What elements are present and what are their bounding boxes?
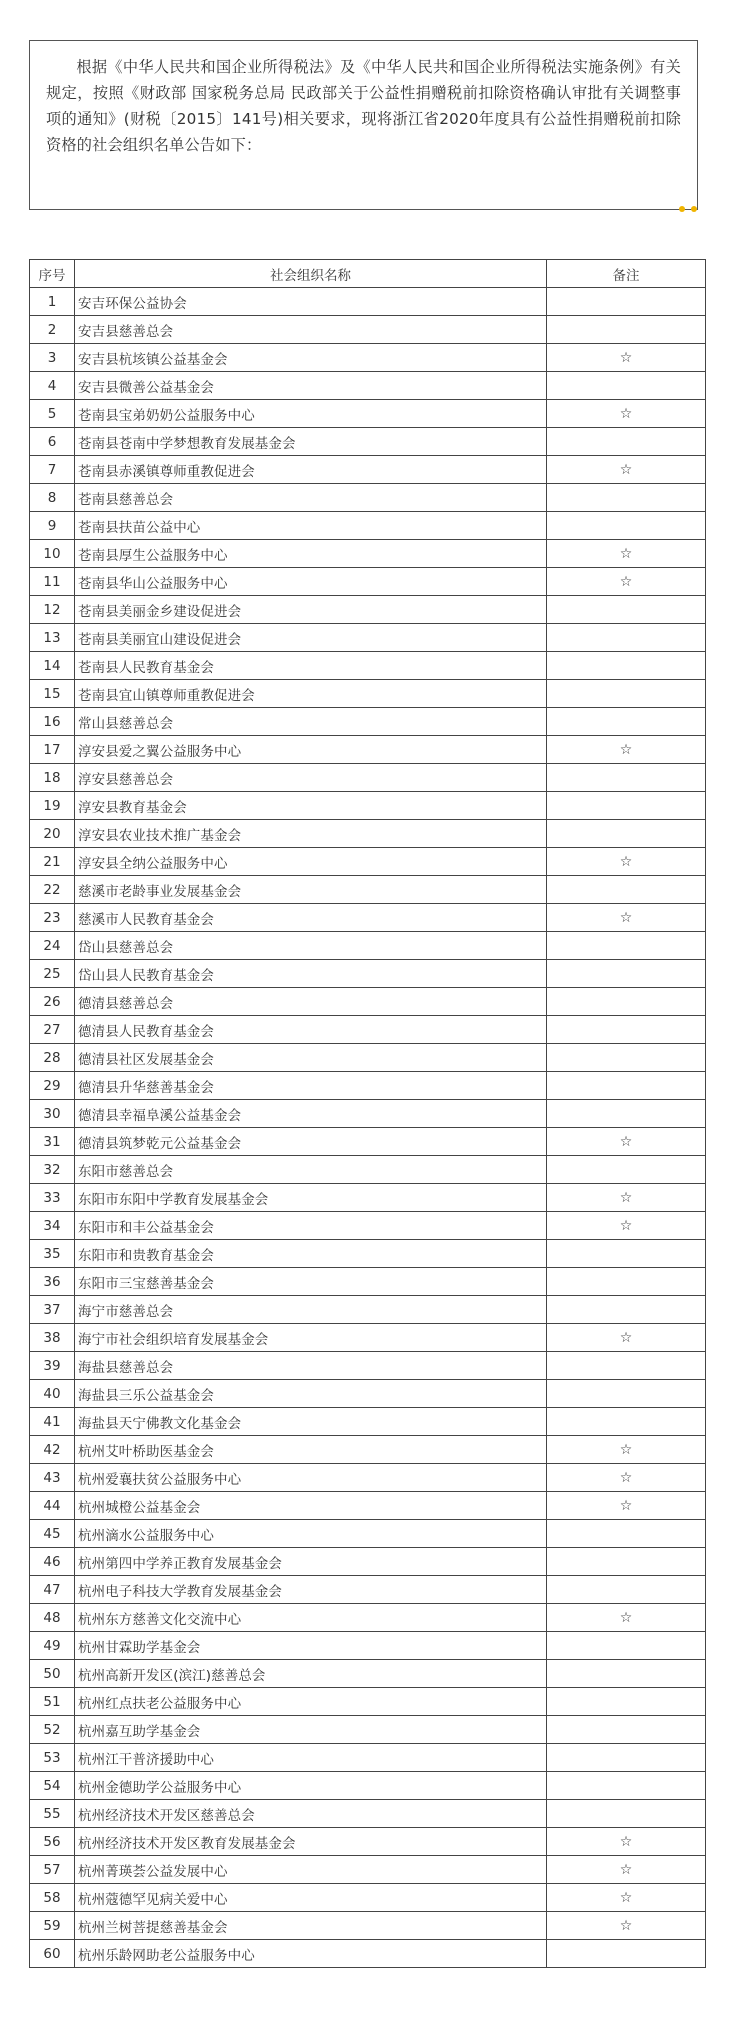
organization-name: 海宁市社会组织培育发展基金会 xyxy=(75,1324,547,1352)
row-note: ☆ xyxy=(547,904,706,932)
table-row xyxy=(30,876,706,904)
organization-name: 杭州滴水公益服务中心 xyxy=(75,1520,547,1548)
organization-name: 慈溪市老龄事业发展基金会 xyxy=(75,876,547,904)
row-note: ☆ xyxy=(547,400,706,428)
organization-name: 淳安县慈善总会 xyxy=(75,764,547,792)
row-number: 4 xyxy=(30,372,75,400)
row-note xyxy=(547,876,706,904)
organization-name: 苍南县赤溪镇尊师重教促进会 xyxy=(75,456,547,484)
table-row xyxy=(30,652,706,680)
row-number: 59 xyxy=(30,1912,75,1940)
organization-name: 苍南县扶苗公益中心 xyxy=(75,512,547,540)
organization-name: 苍南县宜山镇尊师重教促进会 xyxy=(75,680,547,708)
organization-name: 海宁市慈善总会 xyxy=(75,1296,547,1324)
row-note: ☆ xyxy=(547,1884,706,1912)
table-row xyxy=(30,820,706,848)
table-row xyxy=(30,848,706,876)
organization-name: 淳安县农业技术推广基金会 xyxy=(75,820,547,848)
table-row xyxy=(30,1828,706,1856)
organization-name: 杭州爱襄扶贫公益服务中心 xyxy=(75,1464,547,1492)
header-no: 序号 xyxy=(30,260,75,288)
table-row xyxy=(30,1212,706,1240)
organization-name: 苍南县宝弟奶奶公益服务中心 xyxy=(75,400,547,428)
table-row xyxy=(30,1520,706,1548)
row-note xyxy=(547,960,706,988)
row-number: 42 xyxy=(30,1436,75,1464)
row-note xyxy=(547,1576,706,1604)
row-note xyxy=(547,1408,706,1436)
organization-name: 安吉县微善公益基金会 xyxy=(75,372,547,400)
table-row xyxy=(30,1716,706,1744)
table-row xyxy=(30,1296,706,1324)
row-number: 21 xyxy=(30,848,75,876)
row-note xyxy=(547,624,706,652)
row-number: 25 xyxy=(30,960,75,988)
organization-name: 杭州蔻德罕见病关爱中心 xyxy=(75,1884,547,1912)
organization-name: 苍南县美丽金乡建设促进会 xyxy=(75,596,547,624)
row-note: ☆ xyxy=(547,1856,706,1884)
row-note xyxy=(547,1016,706,1044)
row-note xyxy=(547,1716,706,1744)
row-note xyxy=(547,1744,706,1772)
organization-name: 岱山县慈善总会 xyxy=(75,932,547,960)
organization-name: 苍南县厚生公益服务中心 xyxy=(75,540,547,568)
row-note xyxy=(547,512,706,540)
row-number: 26 xyxy=(30,988,75,1016)
row-note: ☆ xyxy=(547,540,706,568)
row-note: ☆ xyxy=(547,1324,706,1352)
row-note xyxy=(547,288,706,316)
table-row xyxy=(30,456,706,484)
row-note: ☆ xyxy=(547,1464,706,1492)
table-row xyxy=(30,1632,706,1660)
intro-text: 根据《中华人民共和国企业所得税法》及《中华人民共和国企业所得税法实施条例》有关规定，按照《财政部 国家税务总局 民政部关于公益性捐赠税前扣除资格确认审批有关调整事项的通知》(财税〔2015〕141号)相关要求，现将浙江省2020年度具有公益性捐赠税前扣除资格的社会组织名单公告如下： xyxy=(46,58,681,154)
row-number: 37 xyxy=(30,1296,75,1324)
organization-name: 杭州第四中学养正教育发展基金会 xyxy=(75,1548,547,1576)
organization-name: 东阳市东阳中学教育发展基金会 xyxy=(75,1184,547,1212)
table-row xyxy=(30,1436,706,1464)
table-row xyxy=(30,1940,706,1968)
row-number: 53 xyxy=(30,1744,75,1772)
table-row xyxy=(30,1884,706,1912)
row-note: ☆ xyxy=(547,1604,706,1632)
row-note: ☆ xyxy=(547,1212,706,1240)
row-note: ☆ xyxy=(547,1912,706,1940)
row-number: 33 xyxy=(30,1184,75,1212)
organization-name: 杭州艾叶桥助医基金会 xyxy=(75,1436,547,1464)
table-row xyxy=(30,1688,706,1716)
row-note: ☆ xyxy=(547,848,706,876)
row-note xyxy=(547,680,706,708)
row-number: 57 xyxy=(30,1856,75,1884)
row-note xyxy=(547,372,706,400)
row-note xyxy=(547,652,706,680)
organization-name: 杭州高新开发区(滨江)慈善总会 xyxy=(75,1660,547,1688)
table-row xyxy=(30,540,706,568)
table-row xyxy=(30,1016,706,1044)
row-number: 46 xyxy=(30,1548,75,1576)
row-number: 31 xyxy=(30,1128,75,1156)
row-number: 41 xyxy=(30,1408,75,1436)
table-row xyxy=(30,1072,706,1100)
organization-name: 苍南县人民教育基金会 xyxy=(75,652,547,680)
organization-name: 苍南县苍南中学梦想教育发展基金会 xyxy=(75,428,547,456)
table-row xyxy=(30,1240,706,1268)
decorative-dots xyxy=(679,206,703,214)
table-row xyxy=(30,1464,706,1492)
row-note xyxy=(547,708,706,736)
row-note xyxy=(547,820,706,848)
organization-name: 杭州金德助学公益服务中心 xyxy=(75,1772,547,1800)
row-number: 54 xyxy=(30,1772,75,1800)
table-row xyxy=(30,1128,706,1156)
organization-name: 苍南县华山公益服务中心 xyxy=(75,568,547,596)
table-row xyxy=(30,1856,706,1884)
table-row xyxy=(30,1100,706,1128)
row-number: 45 xyxy=(30,1520,75,1548)
table-row xyxy=(30,428,706,456)
table-row xyxy=(30,988,706,1016)
organization-name: 东阳市慈善总会 xyxy=(75,1156,547,1184)
row-note xyxy=(547,1240,706,1268)
organization-name: 常山县慈善总会 xyxy=(75,708,547,736)
row-number: 20 xyxy=(30,820,75,848)
row-note: ☆ xyxy=(547,1828,706,1856)
table-row xyxy=(30,1548,706,1576)
row-number: 40 xyxy=(30,1380,75,1408)
row-number: 18 xyxy=(30,764,75,792)
row-number: 8 xyxy=(30,484,75,512)
organization-name: 德清县幸福阜溪公益基金会 xyxy=(75,1100,547,1128)
table-row xyxy=(30,1352,706,1380)
organization-name: 慈溪市人民教育基金会 xyxy=(75,904,547,932)
row-number: 14 xyxy=(30,652,75,680)
row-number: 23 xyxy=(30,904,75,932)
organization-name: 安吉县杭垓镇公益基金会 xyxy=(75,344,547,372)
organization-name: 东阳市和丰公益基金会 xyxy=(75,1212,547,1240)
row-note xyxy=(547,1156,706,1184)
organization-name: 海盐县三乐公益基金会 xyxy=(75,1380,547,1408)
row-note xyxy=(547,1800,706,1828)
row-number: 56 xyxy=(30,1828,75,1856)
table-header-row xyxy=(30,260,706,288)
row-note: ☆ xyxy=(547,456,706,484)
table-row xyxy=(30,1268,706,1296)
row-number: 48 xyxy=(30,1604,75,1632)
organization-name: 杭州经济技术开发区教育发展基金会 xyxy=(75,1828,547,1856)
table-row xyxy=(30,904,706,932)
row-number: 58 xyxy=(30,1884,75,1912)
row-note xyxy=(547,1520,706,1548)
row-number: 22 xyxy=(30,876,75,904)
table-row xyxy=(30,1184,706,1212)
row-note xyxy=(547,1660,706,1688)
row-number: 27 xyxy=(30,1016,75,1044)
row-number: 9 xyxy=(30,512,75,540)
row-number: 39 xyxy=(30,1352,75,1380)
row-note xyxy=(547,428,706,456)
row-number: 34 xyxy=(30,1212,75,1240)
table-row xyxy=(30,1772,706,1800)
organization-name: 淳安县爱之翼公益服务中心 xyxy=(75,736,547,764)
row-note: ☆ xyxy=(547,344,706,372)
table-row xyxy=(30,1408,706,1436)
organization-table xyxy=(29,259,706,1968)
row-note: ☆ xyxy=(547,1128,706,1156)
organization-name: 德清县人民教育基金会 xyxy=(75,1016,547,1044)
row-note xyxy=(547,1352,706,1380)
row-note xyxy=(547,1632,706,1660)
table-row xyxy=(30,1604,706,1632)
organization-name: 苍南县美丽宜山建设促进会 xyxy=(75,624,547,652)
row-note xyxy=(547,596,706,624)
row-number: 16 xyxy=(30,708,75,736)
organization-name: 海盐县慈善总会 xyxy=(75,1352,547,1380)
row-number: 10 xyxy=(30,540,75,568)
organization-name: 杭州城橙公益基金会 xyxy=(75,1492,547,1520)
table-row xyxy=(30,344,706,372)
row-note xyxy=(547,1044,706,1072)
table-row xyxy=(30,400,706,428)
table-row xyxy=(30,624,706,652)
table-row xyxy=(30,1044,706,1072)
row-number: 35 xyxy=(30,1240,75,1268)
row-number: 38 xyxy=(30,1324,75,1352)
row-number: 36 xyxy=(30,1268,75,1296)
table-row xyxy=(30,316,706,344)
organization-name: 海盐县天宁佛教文化基金会 xyxy=(75,1408,547,1436)
organization-name: 杭州嘉互助学基金会 xyxy=(75,1716,547,1744)
row-note xyxy=(547,1548,706,1576)
intro-notice-box xyxy=(29,40,698,210)
organization-name: 杭州电子科技大学教育发展基金会 xyxy=(75,1576,547,1604)
organization-name: 德清县慈善总会 xyxy=(75,988,547,1016)
row-note xyxy=(547,988,706,1016)
row-note: ☆ xyxy=(547,1492,706,1520)
row-number: 24 xyxy=(30,932,75,960)
row-number: 6 xyxy=(30,428,75,456)
row-number: 2 xyxy=(30,316,75,344)
table-row xyxy=(30,288,706,316)
organization-name: 东阳市三宝慈善基金会 xyxy=(75,1268,547,1296)
table-row xyxy=(30,1912,706,1940)
row-number: 1 xyxy=(30,288,75,316)
table-row xyxy=(30,764,706,792)
row-number: 28 xyxy=(30,1044,75,1072)
organization-name: 杭州经济技术开发区慈善总会 xyxy=(75,1800,547,1828)
row-note xyxy=(547,1072,706,1100)
organization-name: 德清县筑梦乾元公益基金会 xyxy=(75,1128,547,1156)
row-number: 44 xyxy=(30,1492,75,1520)
row-note xyxy=(547,1772,706,1800)
row-number: 3 xyxy=(30,344,75,372)
table-row xyxy=(30,484,706,512)
table-row xyxy=(30,1492,706,1520)
organization-name: 淳安县全纳公益服务中心 xyxy=(75,848,547,876)
row-note xyxy=(547,792,706,820)
table-row xyxy=(30,1800,706,1828)
organization-name: 苍南县慈善总会 xyxy=(75,484,547,512)
organization-name: 杭州兰树菩提慈善基金会 xyxy=(75,1912,547,1940)
row-number: 32 xyxy=(30,1156,75,1184)
table-row xyxy=(30,1744,706,1772)
row-note xyxy=(547,1940,706,1968)
table-row xyxy=(30,792,706,820)
dot-icon xyxy=(679,206,685,212)
table-row xyxy=(30,680,706,708)
organization-name: 德清县升华慈善基金会 xyxy=(75,1072,547,1100)
row-number: 50 xyxy=(30,1660,75,1688)
row-number: 17 xyxy=(30,736,75,764)
organization-name: 东阳市和贵教育基金会 xyxy=(75,1240,547,1268)
table-row xyxy=(30,1576,706,1604)
table-row xyxy=(30,1660,706,1688)
organization-name: 淳安县教育基金会 xyxy=(75,792,547,820)
row-number: 29 xyxy=(30,1072,75,1100)
row-number: 52 xyxy=(30,1716,75,1744)
table-row xyxy=(30,1324,706,1352)
table-row xyxy=(30,568,706,596)
row-note xyxy=(547,316,706,344)
row-note xyxy=(547,1268,706,1296)
row-number: 7 xyxy=(30,456,75,484)
header-note: 备注 xyxy=(547,260,706,288)
row-number: 15 xyxy=(30,680,75,708)
row-note xyxy=(547,1380,706,1408)
dot-icon xyxy=(691,206,697,212)
row-note xyxy=(547,932,706,960)
row-number: 60 xyxy=(30,1940,75,1968)
row-note xyxy=(547,1296,706,1324)
row-number: 55 xyxy=(30,1800,75,1828)
row-note xyxy=(547,484,706,512)
row-number: 11 xyxy=(30,568,75,596)
table-row xyxy=(30,960,706,988)
row-number: 51 xyxy=(30,1688,75,1716)
organization-name: 杭州江干普济援助中心 xyxy=(75,1744,547,1772)
row-note xyxy=(547,764,706,792)
table-row xyxy=(30,1380,706,1408)
table-row xyxy=(30,736,706,764)
organization-name: 德清县社区发展基金会 xyxy=(75,1044,547,1072)
organization-name: 安吉环保公益协会 xyxy=(75,288,547,316)
row-number: 49 xyxy=(30,1632,75,1660)
organization-name: 岱山县人民教育基金会 xyxy=(75,960,547,988)
row-note: ☆ xyxy=(547,568,706,596)
row-number: 19 xyxy=(30,792,75,820)
row-number: 12 xyxy=(30,596,75,624)
row-note: ☆ xyxy=(547,1184,706,1212)
row-note xyxy=(547,1688,706,1716)
row-note: ☆ xyxy=(547,1436,706,1464)
organization-name: 杭州红点扶老公益服务中心 xyxy=(75,1688,547,1716)
table-row xyxy=(30,596,706,624)
organization-name: 杭州甘霖助学基金会 xyxy=(75,1632,547,1660)
row-number: 43 xyxy=(30,1464,75,1492)
table-row xyxy=(30,708,706,736)
row-note xyxy=(547,1100,706,1128)
row-number: 30 xyxy=(30,1100,75,1128)
header-name: 社会组织名称 xyxy=(75,260,547,288)
organization-name: 安吉县慈善总会 xyxy=(75,316,547,344)
row-note: ☆ xyxy=(547,736,706,764)
row-number: 47 xyxy=(30,1576,75,1604)
table-row xyxy=(30,1156,706,1184)
table-row xyxy=(30,932,706,960)
row-number: 5 xyxy=(30,400,75,428)
table-row xyxy=(30,372,706,400)
row-number: 13 xyxy=(30,624,75,652)
table-body xyxy=(30,288,706,1968)
organization-name: 杭州东方慈善文化交流中心 xyxy=(75,1604,547,1632)
organization-name: 杭州乐龄网助老公益服务中心 xyxy=(75,1940,547,1968)
table-row xyxy=(30,512,706,540)
organization-name: 杭州菁瑛荟公益发展中心 xyxy=(75,1856,547,1884)
